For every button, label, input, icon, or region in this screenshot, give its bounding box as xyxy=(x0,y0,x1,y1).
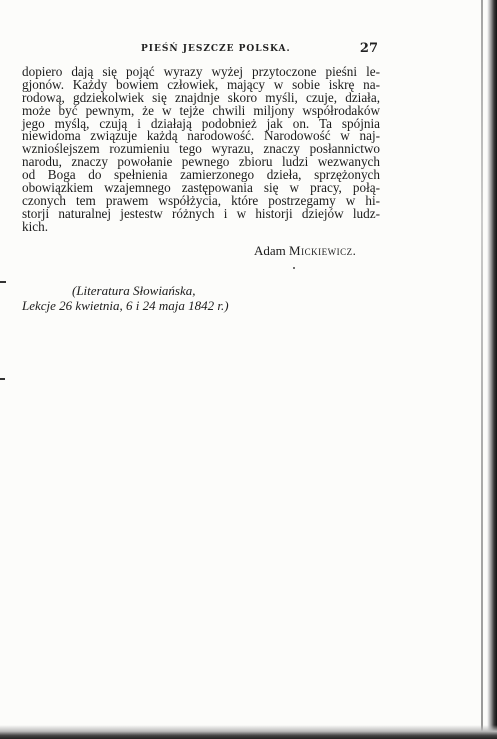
text-line: może być pewnym, że w tejże chwili miljony współrodaków xyxy=(22,102,380,118)
page-gutter-shadow xyxy=(481,0,483,739)
author-signature xyxy=(254,243,356,259)
body-paragraph xyxy=(22,66,380,234)
page-right-edge xyxy=(487,0,497,739)
text-line: od Boga do spełnienia zamierzonego dzieła, sprzężonych xyxy=(22,167,380,183)
running-title: PIEŚŃ JESZCZE POLSKA. xyxy=(141,44,291,54)
text-line: kich. xyxy=(22,218,49,234)
margin-mark xyxy=(0,378,5,380)
ink-speck xyxy=(293,267,295,269)
text-line: wznioślejszem rozumieniu tego wyrazu, znaczy posłannictwo xyxy=(22,141,380,157)
text-line: narodu, znaczy powołanie pewnego zbioru ludzi wezwanych xyxy=(22,154,380,170)
citation-line: Lekcje 26 kwietnia, 6 i 24 maja 1842 r.) xyxy=(22,297,229,313)
text-line: jego myślą, czują i działają podobnież jak on. Ta spójnia xyxy=(22,115,380,131)
text-line: storji naturalnej jestestw różnych i w historji dziejów ludz- xyxy=(22,205,380,221)
margin-mark xyxy=(0,281,6,283)
running-header xyxy=(24,41,378,59)
source-citation xyxy=(22,284,229,313)
text-line: czonych tem prawem współżycia, które postrzegamy w hi- xyxy=(22,192,380,208)
page-number: 27 xyxy=(359,41,378,56)
author-last-name: Mickiewicz. xyxy=(289,243,357,258)
text-line: dopiero dają się pojąć wyrazy wyżej przytoczone pieśni le- xyxy=(22,64,380,79)
text-line: rodową, gdziekolwiek się znajdnje skoro myśli, czuje, działa, xyxy=(22,89,380,105)
page-bottom-edge xyxy=(0,725,497,739)
author-first-name: Adam xyxy=(254,243,286,258)
text-line: obowiązkiem wzajemnego zastępowania się w pracy, połą- xyxy=(22,180,380,196)
text-line: niewidoma związuje każdą narodowość. Narodowość w naj- xyxy=(22,128,380,144)
text-line: gjonów. Każdy bowiem człowiek, mający w sobie iskrę na- xyxy=(22,76,380,92)
citation-line: (Literatura Słowiańska, xyxy=(72,283,196,298)
